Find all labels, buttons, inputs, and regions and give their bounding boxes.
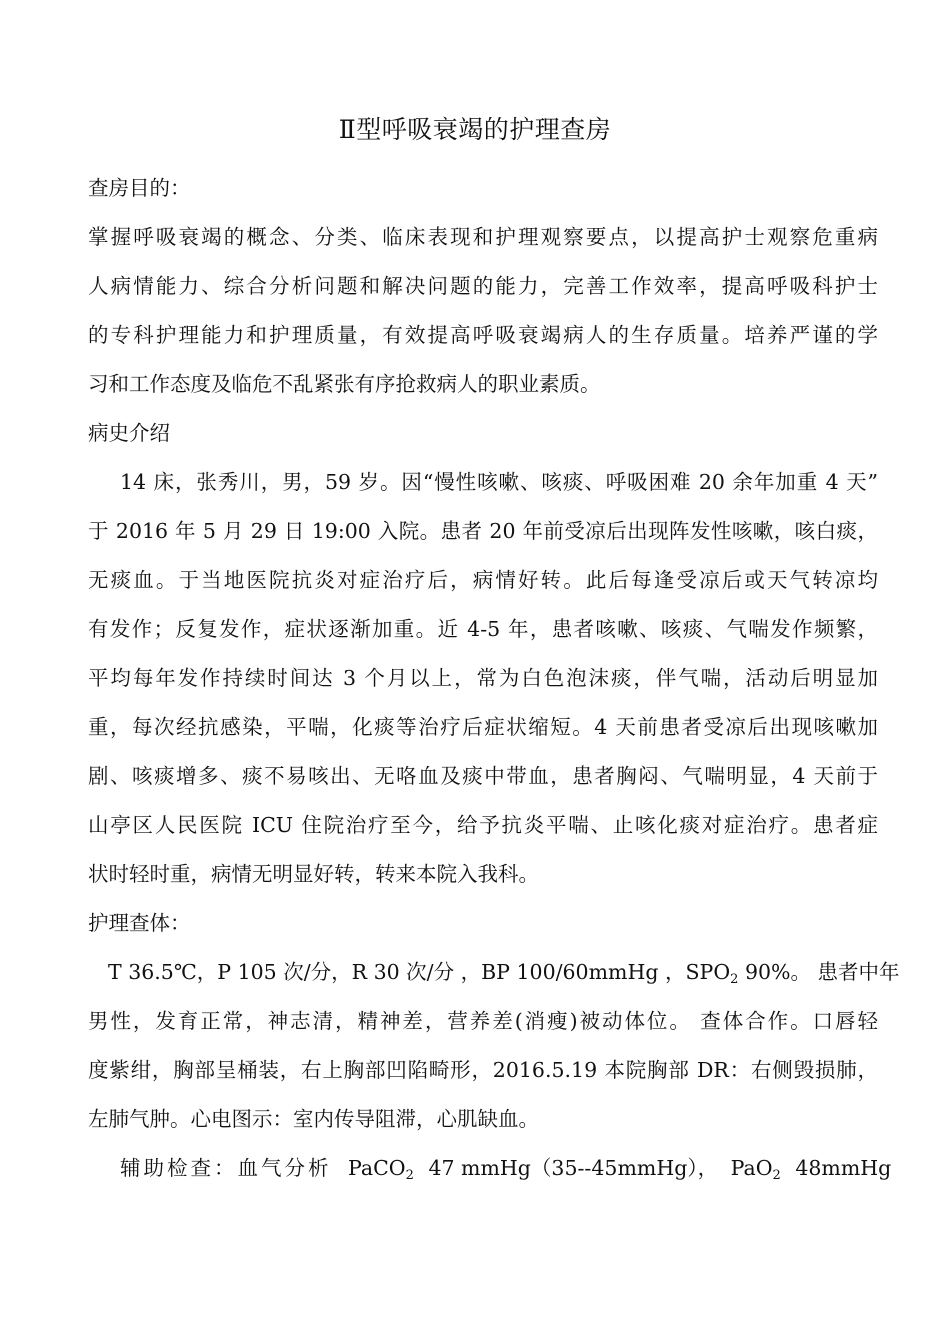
pao2-value: 48mmHg xyxy=(795,1156,892,1180)
paco2-subscript: 2 xyxy=(405,1168,414,1183)
history-line: 14 床，张秀川，男，59 岁。因“慢性咳嗽、咳痰、呼吸困难 20 余年加重 4 天” xyxy=(120,470,878,494)
purpose-line: 习和工作态度及临危不乱紧张有序抢救病人的职业素质。 xyxy=(88,372,601,396)
pao2-label: PaO xyxy=(730,1156,773,1180)
history-line: 于 2016 年 5 月 29 日 19:00 入院。患者 20 年前受凉后出现阵发性咳嗽，咳白痰， xyxy=(88,519,878,543)
paco2-label: PaCO xyxy=(348,1156,406,1180)
spo2-subscript: 2 xyxy=(730,972,739,987)
purpose-line: 的专科护理能力和护理质量，有效提高呼吸衰竭病人的生存质量。培养严谨的学 xyxy=(88,323,878,347)
history-line: 状时轻时重，病情无明显好转，转来本院入我科。 xyxy=(88,862,539,886)
vital-signs-line xyxy=(108,957,900,987)
auxiliary-exam-label: 辅助检查：血气分析 xyxy=(120,1156,332,1180)
history-line: 重，每次经抗感染，平喘，化痰等治疗后症状缩短。4 天前患者受凉后出现咳嗽加 xyxy=(88,715,878,739)
document-title: Ⅱ型呼吸衰竭的护理查房 xyxy=(338,115,612,144)
exam-line: 度紫绀，胸部呈桶装，右上胸部凹陷畸形，2016.5.19 本院胸部 DR：右侧毁损肺， xyxy=(88,1058,878,1082)
history-line: 有发作；反复发作，症状逐渐加重。近 4-5 年，患者咳嗽、咳痰、气喘发作频繁， xyxy=(88,617,878,641)
history-heading: 病史介绍 xyxy=(88,421,170,445)
history-line: 剧、咳痰增多、痰不易咳出、无咯血及痰中带血，患者胸闷、气喘明显，4 天前于 xyxy=(88,764,878,788)
history-line: 山亭区人民医院 ICU 住院治疗至今，给予抗炎平喘、止咳化痰对症治疗。患者症 xyxy=(88,813,878,837)
purpose-heading: 查房目的： xyxy=(88,176,191,200)
paco2-value: 47 mmHg（35--45mmHg）， xyxy=(428,1156,719,1180)
purpose-line: 掌握呼吸衰竭的概念、分类、临床表现和护理观察要点，以提高护士观察危重病 xyxy=(88,225,878,249)
purpose-line: 人病情能力、综合分析问题和解决问题的能力，完善工作效率，提高呼吸科护士 xyxy=(88,274,878,298)
vital-signs-text-end: 90%。 患者中年 xyxy=(738,960,900,984)
history-line: 平均每年发作持续时间达 3 个月以上，常为白色泡沫痰，伴气喘，活动后明显加 xyxy=(88,666,878,690)
exam-heading: 护理查体： xyxy=(88,911,191,935)
history-line: 无痰血。于当地医院抗炎对症治疗后，病情好转。此后每逢受凉后或天气转凉均 xyxy=(88,568,878,592)
vital-signs-text: T 36.5℃，P 105 次/分，R 30 次/分 ，BP 100/60mmHg ，SPO xyxy=(108,960,731,984)
pao2-subscript: 2 xyxy=(772,1168,781,1183)
exam-line: 左肺气肿。心电图示：室内传导阻滞，心肌缺血。 xyxy=(88,1107,539,1131)
auxiliary-exam-line xyxy=(120,1153,892,1183)
exam-line: 男性，发育正常，神志清，精神差，营养差(消瘦)被动体位。 查体合作。口唇轻 xyxy=(88,1009,878,1033)
